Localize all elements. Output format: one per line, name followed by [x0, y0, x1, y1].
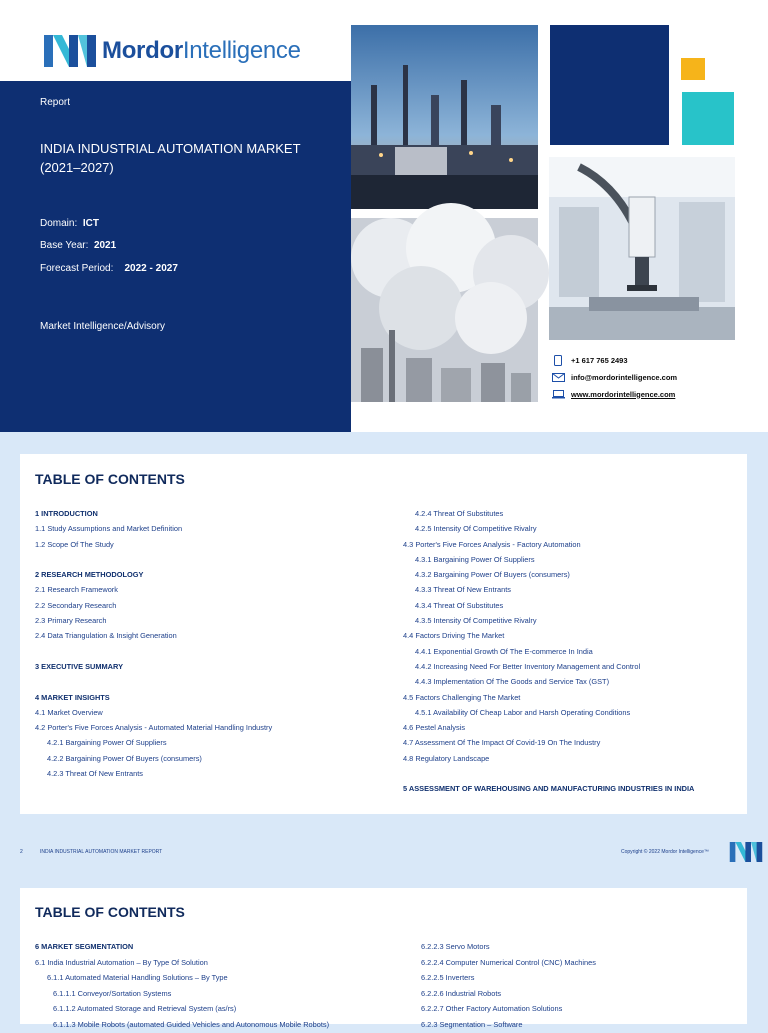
toc-entry[interactable]: 4.7 Assessment Of The Impact Of Covid-19 On The Industry — [403, 738, 601, 748]
footer-report-name: INDIA INDUSTRIAL AUTOMATION MARKET REPORT — [40, 849, 163, 855]
refinery-photo — [351, 25, 538, 209]
toc-entry — [403, 766, 694, 781]
toc-entry — [35, 552, 272, 567]
toc-entry[interactable]: 2.2 Secondary Research — [35, 600, 117, 610]
toc-entry[interactable]: 4.3.1 Bargaining Power Of Suppliers — [415, 554, 535, 564]
decor-yellow-square — [681, 58, 705, 80]
report-title: INDIA INDUSTRIAL AUTOMATION MARKET (2021–2027) — [40, 141, 301, 175]
toc-entry[interactable]: 2.3 Primary Research — [35, 616, 107, 626]
mail-icon — [551, 372, 565, 382]
contact-phone: +1 617 765 2493 — [551, 355, 628, 365]
phone-icon — [551, 355, 565, 365]
logo-mark-icon — [44, 35, 96, 67]
toc-entry[interactable]: 4.2 Porter's Five Forces Analysis - Automated Material Handling Industry — [35, 723, 273, 733]
domain-row: Domain: ICT — [40, 218, 99, 229]
toc-entry[interactable]: 6.1 India Industrial Automation – By Type Of Solution — [35, 957, 208, 967]
footer-copyright: Copyright © 2022 Mordor Intelligence™ — [621, 849, 709, 855]
decor-teal-square — [682, 92, 734, 145]
toc-entry — [35, 644, 272, 659]
toc-entry[interactable]: 4.4 Factors Driving The Market — [403, 631, 505, 641]
toc-entry[interactable]: 2.4 Data Triangulation & Insight Generation — [35, 631, 177, 641]
cover-blue-panel — [0, 81, 351, 432]
cover-page — [0, 0, 768, 432]
smokestacks-photo — [351, 218, 538, 402]
forecast-row: Forecast Period: 2022 - 2027 — [40, 263, 178, 274]
toc-entry[interactable]: 4.3.3 Threat Of New Entrants — [415, 585, 511, 595]
base-year-row: Base Year: 2021 — [40, 240, 117, 251]
toc-entry[interactable]: 4.4.2 Increasing Need For Better Inventory Management and Control — [415, 661, 641, 671]
toc-entry[interactable]: 4.2.2 Bargaining Power Of Buyers (consumers) — [47, 753, 202, 763]
toc-entry[interactable]: 4.8 Regulatory Landscape — [403, 753, 490, 763]
toc-title: TABLE OF CONTENTS — [35, 471, 185, 487]
logo — [44, 35, 301, 67]
toc-entry[interactable]: 4.4.1 Exponential Growth Of The E-commerce In India — [415, 646, 593, 656]
contact-email — [551, 372, 677, 382]
toc-entry[interactable]: 1.1 Study Assumptions and Market Definition — [35, 524, 183, 534]
toc-entry[interactable]: 4.3.5 Intensity Of Competitive Rivalry — [415, 616, 537, 626]
footer-page-number: 2 — [20, 849, 23, 855]
report-label: Report — [40, 97, 71, 108]
toc-page-3 — [20, 888, 747, 1029]
toc-entry[interactable]: 6.2.2.4 Computer Numerical Control (CNC) Machines — [421, 957, 596, 967]
toc-entry[interactable]: 4.2.1 Bargaining Power Of Suppliers — [47, 738, 167, 748]
toc-entry[interactable]: 4.3.2 Bargaining Power Of Buyers (consumers) — [415, 570, 570, 580]
robot-arm-photo — [549, 157, 735, 340]
toc-entry — [35, 674, 272, 689]
toc-entry[interactable]: 4.2.5 Intensity Of Competitive Rivalry — [415, 524, 537, 534]
toc-entry[interactable]: 1.2 Scope Of The Study — [35, 539, 114, 549]
toc-section-heading[interactable]: 3 EXECUTIVE SUMMARY — [35, 661, 124, 671]
toc-entry[interactable]: 6.2.2.5 Inverters — [421, 973, 475, 983]
toc-entry[interactable]: 4.3.4 Threat Of Substitutes — [415, 600, 504, 610]
toc-section-heading[interactable]: 4 MARKET INSIGHTS — [35, 692, 110, 702]
tagline: Market Intelligence/Advisory — [40, 321, 166, 332]
footer-logo-icon — [729, 842, 763, 862]
toc-entry[interactable]: 6.2.2.6 Industrial Robots — [421, 988, 502, 998]
logo-text: MordorIntelligence — [102, 37, 301, 64]
toc-section-heading[interactable]: 5 ASSESSMENT OF WAREHOUSING AND MANUFACTURING INDUSTRIES IN INDIA — [403, 784, 695, 794]
laptop-icon — [551, 389, 565, 399]
website-link[interactable]: www.mordorintelligence.com — [571, 389, 676, 399]
toc-entry[interactable]: 6.1.1 Automated Material Handling Solutions – By Type — [47, 973, 228, 983]
toc-entry[interactable]: 4.5 Factors Challenging The Market — [403, 692, 521, 702]
toc-entry[interactable]: 4.5.1 Availability Of Cheap Labor and Harsh Operating Conditions — [415, 707, 631, 717]
toc-entry[interactable]: 4.3 Porter's Five Forces Analysis - Factory Automation — [403, 539, 581, 549]
toc-right-column — [421, 939, 596, 1033]
toc-entry[interactable]: 4.4.3 Implementation Of The Goods and Service Tax (GST) — [415, 677, 610, 687]
toc-left-column — [35, 939, 329, 1033]
toc-entry[interactable]: 6.2.2.3 Servo Motors — [421, 942, 490, 951]
toc-entry[interactable]: 4.2.4 Threat Of Substitutes — [415, 509, 504, 518]
toc-left-column — [35, 506, 272, 781]
toc-entry[interactable]: 4.1 Market Overview — [35, 707, 103, 717]
email-link[interactable]: info@mordorintelligence.com — [571, 372, 678, 382]
toc-right-column — [403, 506, 694, 797]
toc-entry[interactable]: 2.1 Research Framework — [35, 585, 118, 595]
toc-section-heading[interactable]: 6 MARKET SEGMENTATION — [35, 942, 134, 951]
toc-section-heading[interactable]: 1 INTRODUCTION — [35, 509, 98, 518]
toc-section-heading[interactable]: 2 RESEARCH METHODOLOGY — [35, 570, 144, 580]
contact-website — [551, 389, 675, 399]
toc-entry[interactable]: 6.1.1.3 Mobile Robots (automated Guided Vehicles and Autonomous Mobile Robots) — [53, 1019, 330, 1029]
toc-entry[interactable]: 4.6 Pestel Analysis — [403, 723, 466, 733]
toc-entry[interactable]: 6.1.1.2 Automated Storage and Retrieval System (as/rs) — [53, 1004, 237, 1014]
toc-page-2 — [20, 454, 747, 814]
toc-entry[interactable]: 6.2.2.7 Other Factory Automation Solutions — [421, 1004, 563, 1014]
decor-navy-square — [550, 25, 669, 145]
toc-entry[interactable]: 6.2.3 Segmentation – Software — [421, 1019, 523, 1029]
toc-entry[interactable]: 4.2.3 Threat Of New Entrants — [47, 769, 143, 779]
toc-title: TABLE OF CONTENTS — [35, 904, 185, 920]
toc-entry[interactable]: 6.1.1.1 Conveyor/Sortation Systems — [53, 988, 172, 998]
